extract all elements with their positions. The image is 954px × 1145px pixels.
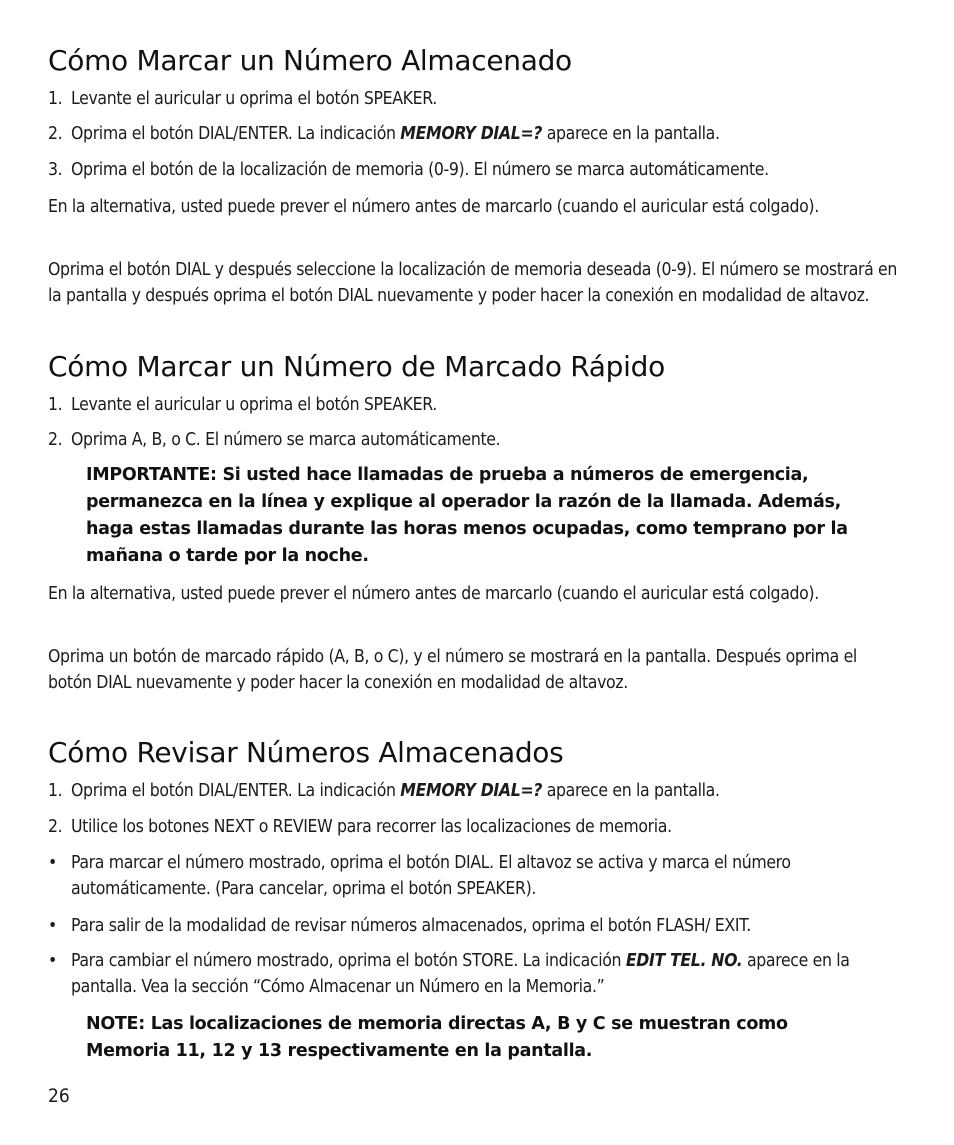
list-item	[48, 392, 931, 418]
bullet-marker: •	[48, 853, 57, 873]
list-item-text: Oprima A, B, o C. El número se marca automáticamente.	[71, 430, 501, 450]
display-indication: EDIT TEL. NO.	[625, 951, 743, 971]
list-item-text: Levante el auricular u oprima el botón SPEAKER.	[71, 89, 437, 109]
paragraph: Oprima un botón de marcado rápido (A, B, o C), y el número se mostrará en la pantalla. Después oprima el botón DIAL nuevamente y poder hacer la conexión en modalidad de altavoz.	[48, 647, 857, 693]
bullet-item	[48, 850, 871, 902]
display-indication: MEMORY DIAL=?	[400, 781, 543, 801]
paragraph: En la alternativa, usted puede prever el número antes de marcarlo (cuando el auricular está colgado).	[48, 197, 819, 217]
list-item	[48, 778, 931, 804]
section-title-speed-dial: Cómo Marcar un Número de Marcado Rápido	[48, 350, 665, 383]
paragraph: En la alternativa, usted puede prever el número antes de marcarlo (cuando el auricular está colgado).	[48, 584, 819, 604]
list-item-text: Oprima el botón DIAL/ENTER. La indicación	[71, 124, 401, 144]
page-number: 26	[48, 1085, 70, 1107]
memory-note: NOTE: Las localizaciones de memoria directas A, B y C se muestran como Memoria 11, 12 y 13 respectivamente en la pantalla.	[86, 1014, 788, 1061]
bullet-marker: •	[48, 951, 57, 971]
bullet-item-text: Para cambiar el número mostrado, oprima el botón STORE. La indicación	[71, 951, 626, 971]
display-indication: MEMORY DIAL=?	[400, 124, 543, 144]
list-item	[48, 157, 931, 183]
list-marker: 1.	[48, 781, 63, 801]
list-item	[48, 427, 931, 453]
list-item-text: Oprima el botón de la localización de memoria (0-9). El número se marca automáticamente.	[71, 160, 769, 180]
list-item-text: Oprima el botón DIAL/ENTER. La indicación	[71, 781, 401, 801]
section-title-review-stored: Cómo Revisar Números Almacenados	[48, 736, 564, 769]
bullet-item	[48, 948, 901, 1000]
list-marker: 1.	[48, 395, 63, 415]
bullet-marker: •	[48, 916, 57, 936]
list-item-text: Utilice los botones NEXT o REVIEW para recorrer las localizaciones de memoria.	[71, 817, 672, 837]
list-marker: 1.	[48, 89, 63, 109]
list-marker: 2.	[48, 124, 63, 144]
paragraph: Oprima el botón DIAL y después seleccione la localización de memoria deseada (0-9). El número se mostrará en la pantalla y después oprima el botón DIAL nuevamente y poder hacer la conexión en modalidad de altavoz.	[48, 260, 898, 306]
bullet-item-text: aparece en la pantalla. Vea la sección “Cómo Almacenar un Número en la Memoria.”	[71, 951, 850, 997]
list-item	[48, 121, 931, 147]
list-marker: 2.	[48, 430, 63, 450]
list-marker: 3.	[48, 160, 63, 180]
bullet-item-text: Para salir de la modalidad de revisar números almacenados, oprima el botón FLASH/ EXIT.	[71, 916, 751, 936]
list-marker: 2.	[48, 817, 63, 837]
list-item-text: aparece en la pantalla.	[542, 124, 720, 144]
list-item-text: aparece en la pantalla.	[542, 781, 720, 801]
list-item-text: Levante el auricular u oprima el botón SPEAKER.	[71, 395, 437, 415]
important-notice: IMPORTANTE: Si usted hace llamadas de prueba a números de emergencia, permanezca en la línea y explique al operador la razón de la llamada. Además, haga estas llamadas durante las horas menos ocupadas, como temprano por la mañana o tarde por la noche.	[86, 465, 848, 566]
bullet-item	[48, 913, 931, 939]
list-item	[48, 86, 931, 112]
section-title-stored-number: Cómo Marcar un Número Almacenado	[48, 44, 572, 77]
bullet-item-text: Para marcar el número mostrado, oprima el botón DIAL. El altavoz se activa y marca el número automáticamente. (Para cancelar, oprima el botón SPEAKER).	[71, 853, 791, 899]
list-item	[48, 814, 931, 840]
